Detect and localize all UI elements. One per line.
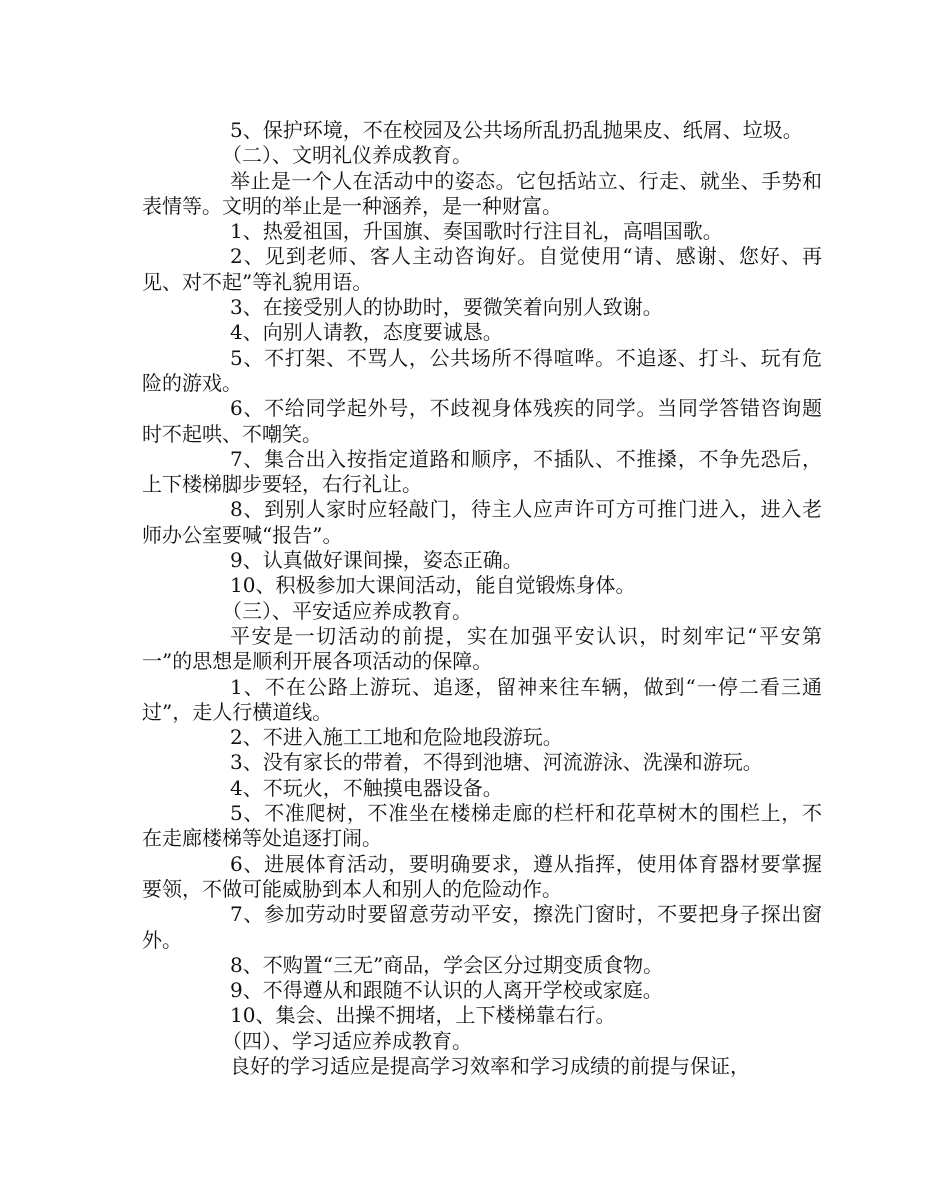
list-item-etiquette-9: 9、认真做好课间操，姿态正确。 [230,548,523,573]
list-item-etiquette-6: 6、不给同学起外号，不歧视身体残疾的同学。当同学答错咨询题时不起哄、不嘲笑。 [142,396,822,446]
paragraph-safety-intro: 平安是一切活动的前提，实在加强平安认识，时刻牢记“平安第一”的思想是顺利开展各项活动的保障。 [142,623,822,674]
section-heading-safety: （三）、平安适应养成教育。 [222,598,472,623]
list-item-etiquette-8: 8、到别人家时应轻敲门，待主人应声许可方可推门进入，进入老师办公室要喊“报告”。 [142,497,822,547]
list-item-safety-8: 8、不购置“三无”商品，学会区分过期变质食物。 [230,952,664,977]
list-item-etiquette-5: 5、不打架、不骂人，公共场所不得喧哗。不追逐、打斗、玩有危险的游戏。 [142,345,822,395]
list-item-etiquette-2: 2、见到老师、客人主动咨询好。自觉使用“请、感谢、您好、再见、对不起”等礼貌用语。 [142,244,822,294]
list-item-safety-9: 9、不得遵从和跟随不认识的人离开学校或家庭。 [230,978,663,1003]
list-item-safety-3: 3、没有家长的带着，不得到池塘、河流游泳、洗澡和游玩。 [230,750,763,775]
list-item-etiquette-1: 1、热爱祖国，升国旗、奏国歌时行注目礼，高唱国歌。 [230,219,723,244]
section-heading-etiquette: （二）、文明礼仪养成教育。 [222,143,472,168]
paragraph-protect-environment: 5、保护环境，不在校园及公共场所乱扔乱抛果皮、纸屑、垃圾。 [230,118,803,142]
list-item-safety-7: 7、参加劳动时要留意劳动平安，擦洗门窗时，不要把身子探出窗外。 [142,902,822,952]
list-item-safety-2: 2、不进入施工工地和危险地段游玩。 [230,725,563,750]
paragraph-etiquette-intro: 举止是一个人在活动中的姿态。它包括站立、行走、就坐、手势和表情等。文明的举止是一种涵养，是一种财富。 [142,168,822,218]
list-item-safety-5: 5、不准爬树，不准坐在楼梯走廊的栏杆和花草树木的围栏上，不在走廊楼梯等处追逐打闹。 [142,801,822,851]
list-item-etiquette-3: 3、在接受别人的协助时，要微笑着向别人致谢。 [230,295,663,320]
section-heading-learning: （四）、学习适应养成教育。 [222,1028,472,1053]
list-item-etiquette-10: 10、积极参加大课间活动，能自觉锻炼身体。 [230,573,636,598]
list-item-etiquette-7: 7、集合出入按指定道路和顺序，不插队、不推搡，不争先恐后，上下楼梯脚步要轻，右行礼让。 [142,446,822,497]
list-item-etiquette-4: 4、向别人请教，态度要诚恳。 [230,320,503,345]
paragraph-learning-intro: 良好的学习适应是提高学习效率和学习成绩的前提与保证， [230,1053,750,1078]
list-item-safety-6: 6、进展体育活动，要明确要求，遵从指挥，使用体育器材要掌握要领，不做可能威胁到本人和别人的危险动作。 [142,851,822,901]
list-item-safety-1: 1、不在公路上游玩、追逐，留神来往车辆，做到“一停二看三通过”，走人行横道线。 [142,674,822,724]
list-item-safety-4: 4、不玩火，不触摸电器设备。 [230,775,503,800]
list-item-safety-10: 10、集会、出操不拥堵，上下楼梯靠右行。 [230,1003,616,1028]
document-body [142,118,822,1079]
